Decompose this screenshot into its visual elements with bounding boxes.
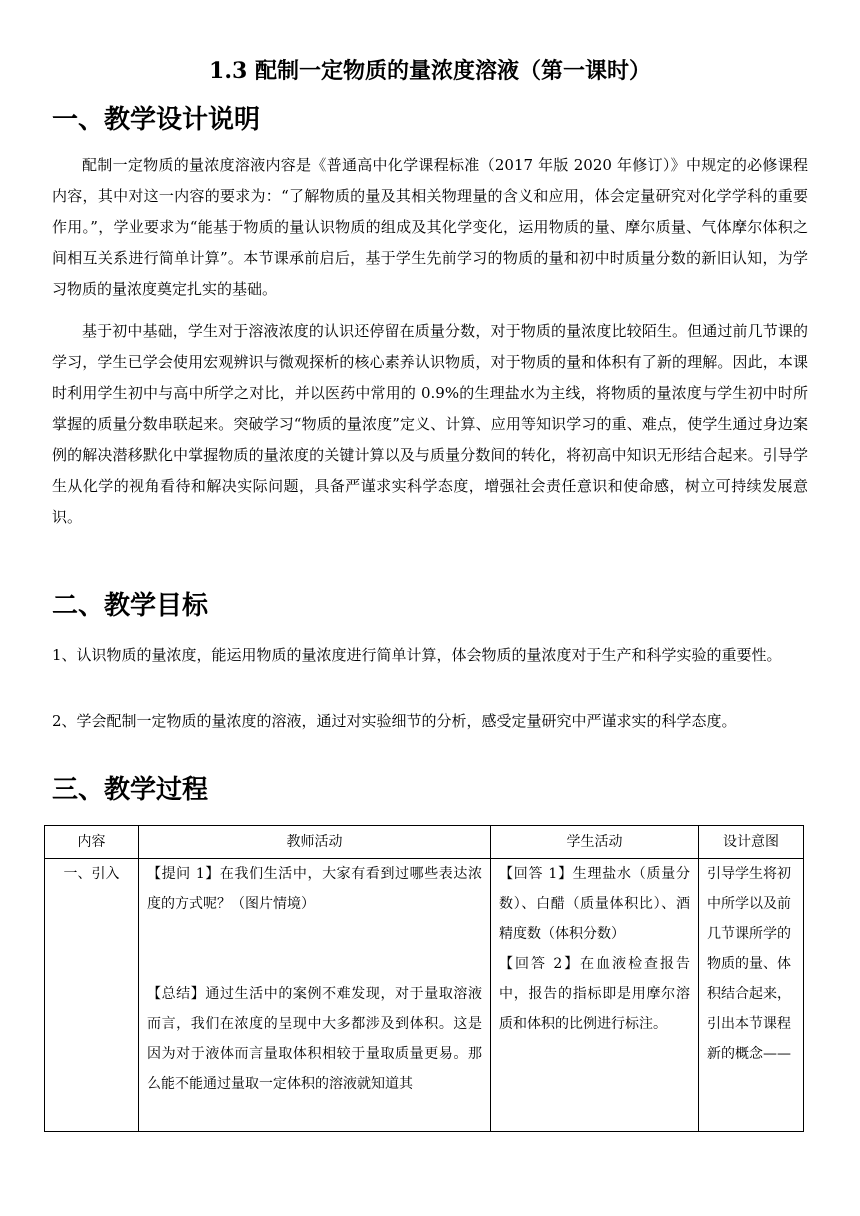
student-answer-2: 【回答 2】在血液检查报告中，报告的指标即是用摩尔溶质和体积的比例进行标注。 (499, 956, 690, 1032)
goal-item-2: 2、学会配制一定物质的量浓度的溶液，通过对实验细节的分析，感受定量研究中严谨求实的科学态度。 (52, 712, 737, 730)
section-heading-goals: 二、教学目标 (52, 591, 209, 621)
goal-item-1: 1、认识物质的量浓度，能运用物质的量浓度进行简单计算，体会物质的量浓度对于生产和科学实验的重要性。 (52, 646, 782, 664)
table-header-row (45, 826, 804, 859)
process-table (44, 825, 804, 1132)
design-paragraph-1: 配制一定物质的量浓度溶液内容是《普通高中化学课程标准（2017 年版 2020 年修订）》中规定的必修课程内容，其中对这一内容的要求为：“了解物质的量及其相关物理量的含义和应用，体会定量研究对化学学科的重要作用。”，学业要求为“能基于物质的量认识物质的组成及其化学变化，运用物质的量、摩尔质量、气体摩尔体积之间相互关系进行简单计算”。本节课承前启后，基于学生先前学习的物质的量和初中时质量分数的新旧认知，为学习物质的量浓度奠定扎实的基础。 (52, 156, 808, 298)
spacer (147, 919, 482, 979)
design-paragraph-2: 基于初中基础，学生对于溶液浓度的认识还停留在质量分数，对于物质的量浓度比较陌生。但通过前几节课的学习，学生已学会使用宏观辨识与微观探析的核心素养认识物质，对于物质的量和体积有了新的理解。因此，本课时利用学生初中与高中所学之对比，并以医药中常用的 0.9%的生理盐水为主线，将物质的量浓度与学生初中时所掌握的质量分数串联起来。突破学习“物质的量浓度”定义、计算、应用等知识学习的重、难点，使学生通过身边案例的解决潜移默化中掌握物质的量浓度的关键计算以及与质量分数间的转化，将初高中知识无形结合起来。引导学生从化学的视角看待和解决实际问题，具备严谨求实科学态度，增强社会责任意识和使命感，树立可持续发展意识。 (52, 322, 808, 526)
row-content-label: 一、引入 (45, 859, 139, 1132)
header-student-activity: 学生活动 (491, 826, 699, 859)
teacher-question-1: 【提问 1】在我们生活中，大家有看到过哪些表达浓度的方式呢？（图片情境） (147, 866, 482, 912)
table-row (45, 859, 804, 1132)
student-activity-cell (491, 859, 699, 1132)
header-design-intent: 设计意图 (699, 826, 804, 859)
teacher-activity-cell (139, 859, 491, 1132)
header-teacher-activity: 教师活动 (139, 826, 491, 859)
header-content: 内容 (45, 826, 139, 859)
section-heading-process: 三、教学过程 (52, 775, 209, 805)
document-title: 1.3 配制一定物质的量浓度溶液（第一课时） (209, 58, 651, 84)
design-intent-cell: 引导学生将初中所学以及前几节课所学的物质的量、体积结合起来，引出本节课程新的概念—— (699, 859, 804, 1132)
teacher-summary: 【总结】通过生活中的案例不难发现，对于量取溶液而言，我们在浓度的呈现中大多都涉及到体积。这是因为对于液体而言量取体积相较于量取质量更易。那么能不能通过量取一定体积的溶液就知道其 (147, 986, 482, 1092)
section-heading-design: 一、教学设计说明 (52, 105, 261, 135)
student-answer-1: 【回答 1】生理盐水（质量分数）、白醋（质量体积比）、酒精度数（体积分数） (499, 866, 690, 942)
